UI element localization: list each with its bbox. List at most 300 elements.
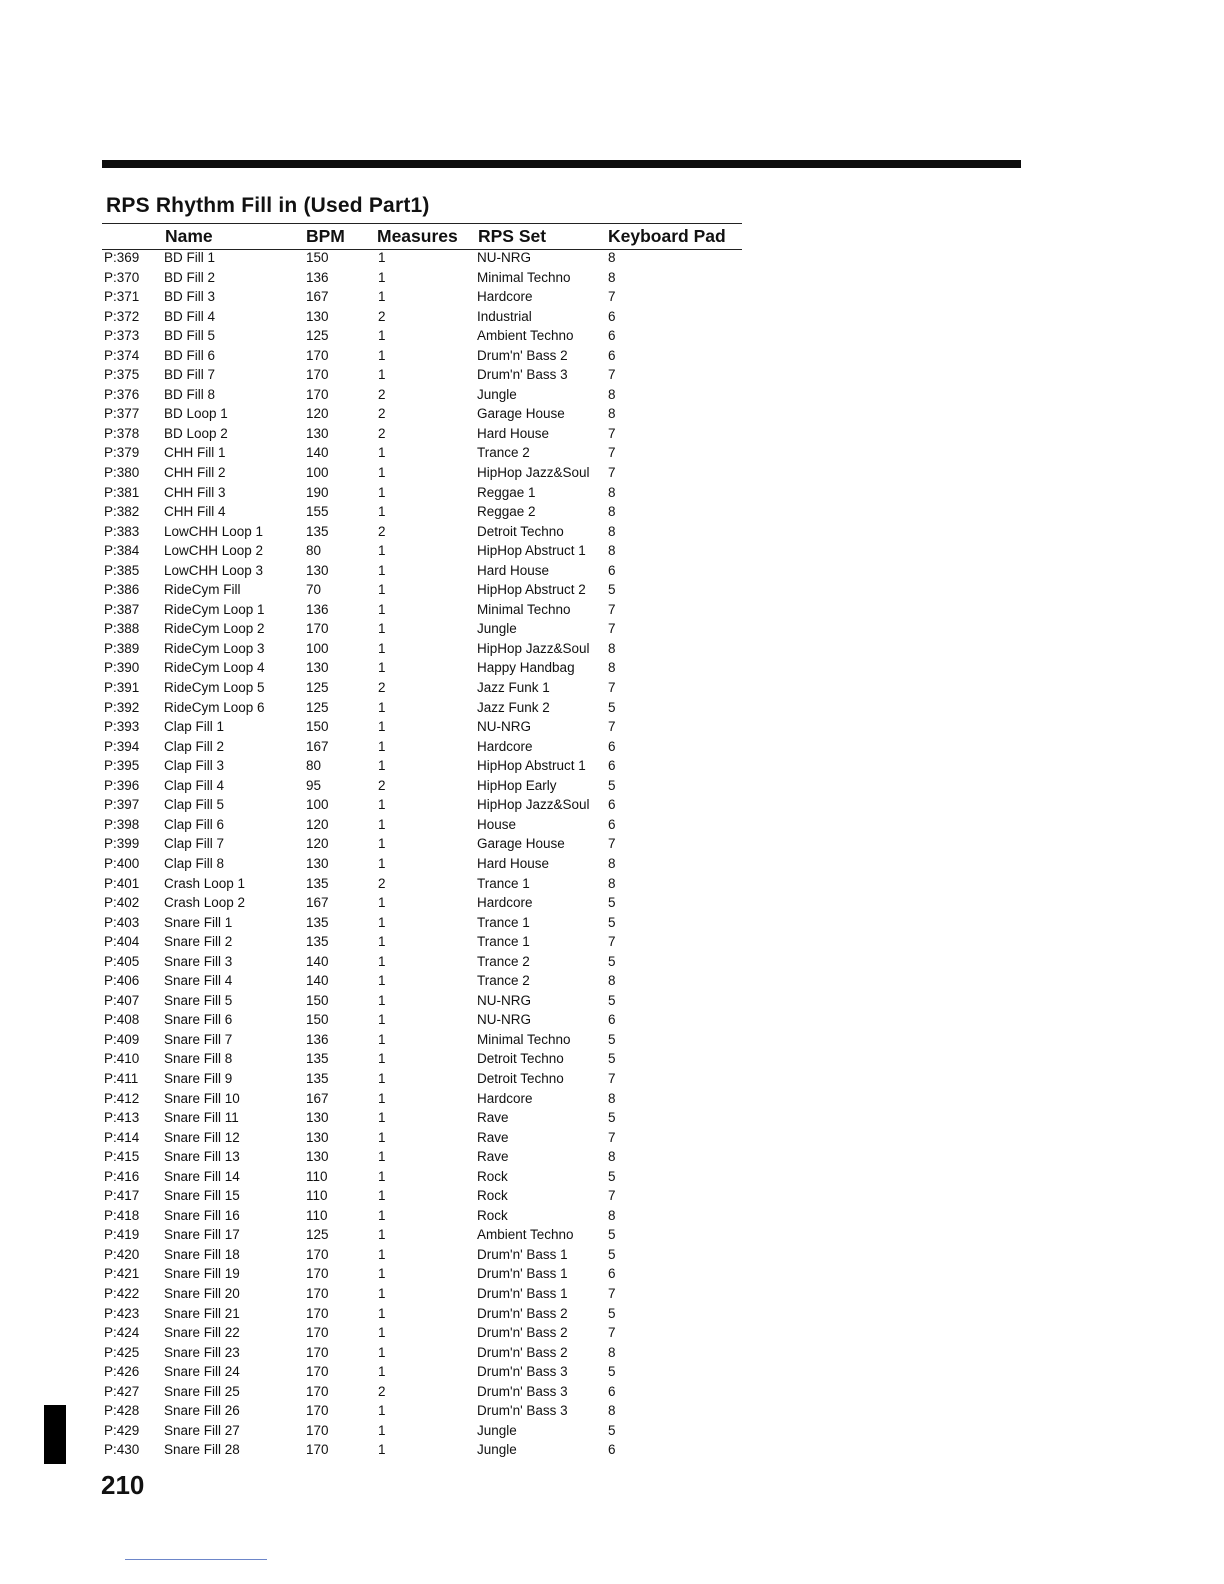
table-row <box>0 287 760 307</box>
row-rps-set: Drum'n' Bass 2 <box>477 1344 568 1360</box>
row-measures: 1 <box>378 1442 386 1458</box>
row-measures: 1 <box>378 504 386 520</box>
row-id: P:402 <box>104 895 140 911</box>
row-keyboard-pad: 8 <box>608 1344 616 1360</box>
row-measures: 1 <box>378 914 386 930</box>
row-id: P:386 <box>104 582 140 598</box>
row-rps-set: Hardcore <box>477 1090 533 1106</box>
row-rps-set: Drum'n' Bass 1 <box>477 1285 568 1301</box>
row-bpm: 170 <box>306 347 329 363</box>
row-rps-set: Drum'n' Bass 3 <box>477 1364 568 1380</box>
row-name: BD Fill 2 <box>164 269 216 285</box>
column-header-keyboard-pad: Keyboard Pad <box>608 226 726 246</box>
row-name: Snare Fill 14 <box>164 1168 240 1184</box>
row-measures: 1 <box>378 543 386 559</box>
table-row <box>0 619 760 639</box>
row-id: P:395 <box>104 758 140 774</box>
table-row <box>0 1225 760 1245</box>
row-bpm: 140 <box>306 973 329 989</box>
row-keyboard-pad: 8 <box>608 1207 616 1223</box>
table-row <box>0 463 760 483</box>
table-row <box>0 561 760 581</box>
row-keyboard-pad: 6 <box>608 797 616 813</box>
table-row <box>0 1304 760 1324</box>
row-rps-set: Trance 1 <box>477 914 530 930</box>
row-name: Snare Fill 4 <box>164 973 233 989</box>
row-bpm: 130 <box>306 855 329 871</box>
top-rule <box>102 160 1021 168</box>
row-keyboard-pad: 6 <box>608 1442 616 1458</box>
row-id: P:415 <box>104 1149 140 1165</box>
row-bpm: 95 <box>306 777 322 793</box>
row-bpm: 135 <box>306 914 329 930</box>
row-name: Snare Fill 15 <box>164 1188 240 1204</box>
row-measures: 1 <box>378 1325 386 1341</box>
row-id: P:383 <box>104 523 140 539</box>
row-bpm: 130 <box>306 1110 329 1126</box>
row-id: P:418 <box>104 1207 140 1223</box>
row-id: P:381 <box>104 484 140 500</box>
row-name: BD Loop 1 <box>164 406 228 422</box>
row-name: Snare Fill 19 <box>164 1266 240 1282</box>
row-measures: 1 <box>378 289 386 305</box>
table-row <box>0 717 760 737</box>
row-id: P:417 <box>104 1188 140 1204</box>
table-row <box>0 1186 760 1206</box>
row-keyboard-pad: 7 <box>608 1285 616 1301</box>
table-row <box>0 1401 760 1421</box>
header-rule <box>102 223 742 224</box>
row-name: Snare Fill 13 <box>164 1149 240 1165</box>
row-name: Snare Fill 6 <box>164 1012 233 1028</box>
table-row <box>0 1382 760 1402</box>
table-row <box>0 698 760 718</box>
row-name: RideCym Loop 6 <box>164 699 265 715</box>
row-rps-set: NU-NRG <box>477 719 531 735</box>
table-row <box>0 1010 760 1030</box>
row-keyboard-pad: 6 <box>608 328 616 344</box>
row-bpm: 130 <box>306 1129 329 1145</box>
row-name: BD Fill 6 <box>164 347 216 363</box>
table-row <box>0 1049 760 1069</box>
row-id: P:421 <box>104 1266 140 1282</box>
row-measures: 2 <box>378 425 386 441</box>
row-rps-set: Rock <box>477 1188 508 1204</box>
row-id: P:401 <box>104 875 140 891</box>
row-bpm: 170 <box>306 1422 329 1438</box>
table-row <box>0 600 760 620</box>
row-rps-set: Rave <box>477 1129 509 1145</box>
row-name: Crash Loop 1 <box>164 875 246 891</box>
row-measures: 1 <box>378 1266 386 1282</box>
row-keyboard-pad: 5 <box>608 1051 616 1067</box>
row-name: CHH Fill 3 <box>164 484 226 500</box>
row-rps-set: Hardcore <box>477 895 533 911</box>
row-measures: 1 <box>378 1227 386 1243</box>
table-row <box>0 424 760 444</box>
row-measures: 1 <box>378 1344 386 1360</box>
row-bpm: 135 <box>306 875 329 891</box>
side-tab-marker <box>44 1405 66 1464</box>
row-name: BD Fill 3 <box>164 289 216 305</box>
row-measures: 1 <box>378 1110 386 1126</box>
row-bpm: 170 <box>306 1246 329 1262</box>
row-name: Crash Loop 2 <box>164 895 246 911</box>
table-row <box>0 834 760 854</box>
row-rps-set: Drum'n' Bass 2 <box>477 1325 568 1341</box>
row-keyboard-pad: 8 <box>608 523 616 539</box>
row-keyboard-pad: 8 <box>608 1403 616 1419</box>
row-bpm: 170 <box>306 1325 329 1341</box>
row-measures: 1 <box>378 738 386 754</box>
table-row <box>0 248 760 268</box>
row-keyboard-pad: 5 <box>608 582 616 598</box>
row-keyboard-pad: 5 <box>608 1305 616 1321</box>
table-row <box>0 1128 760 1148</box>
row-name: Snare Fill 3 <box>164 953 233 969</box>
row-id: P:428 <box>104 1403 140 1419</box>
row-bpm: 170 <box>306 1364 329 1380</box>
table-row <box>0 737 760 757</box>
row-name: Snare Fill 9 <box>164 1070 233 1086</box>
row-id: P:416 <box>104 1168 140 1184</box>
row-id: P:424 <box>104 1325 140 1341</box>
section-title: RPS Rhythm Fill in (Used Part1) <box>106 194 430 217</box>
column-header-measures: Measures <box>377 226 458 246</box>
row-bpm: 125 <box>306 1227 329 1243</box>
row-keyboard-pad: 5 <box>608 914 616 930</box>
row-id: P:408 <box>104 1012 140 1028</box>
row-measures: 1 <box>378 1031 386 1047</box>
row-bpm: 120 <box>306 816 329 832</box>
row-bpm: 110 <box>306 1207 328 1223</box>
row-id: P:406 <box>104 973 140 989</box>
row-id: P:385 <box>104 562 140 578</box>
row-name: Snare Fill 16 <box>164 1207 240 1223</box>
row-name: Snare Fill 5 <box>164 992 233 1008</box>
row-measures: 1 <box>378 562 386 578</box>
row-measures: 1 <box>378 1051 386 1067</box>
table-row <box>0 1362 760 1382</box>
row-rps-set: Rave <box>477 1110 509 1126</box>
row-rps-set: Detroit Techno <box>477 1051 564 1067</box>
row-keyboard-pad: 8 <box>608 855 616 871</box>
row-name: Snare Fill 7 <box>164 1031 233 1047</box>
row-measures: 1 <box>378 465 386 481</box>
row-measures: 1 <box>378 367 386 383</box>
row-keyboard-pad: 6 <box>608 308 616 324</box>
table-row <box>0 365 760 385</box>
row-rps-set: Drum'n' Bass 1 <box>477 1266 568 1282</box>
bottom-line <box>125 1559 267 1560</box>
row-bpm: 170 <box>306 1266 329 1282</box>
table-body <box>0 248 760 1460</box>
row-name: Snare Fill 26 <box>164 1403 240 1419</box>
row-measures: 1 <box>378 445 386 461</box>
row-rps-set: Hardcore <box>477 289 533 305</box>
row-name: BD Fill 7 <box>164 367 216 383</box>
row-name: Clap Fill 5 <box>164 797 225 813</box>
row-id: P:387 <box>104 601 140 617</box>
row-id: P:393 <box>104 719 140 735</box>
row-bpm: 125 <box>306 328 329 344</box>
row-measures: 1 <box>378 640 386 656</box>
row-id: P:397 <box>104 797 140 813</box>
row-name: CHH Fill 1 <box>164 445 226 461</box>
row-keyboard-pad: 6 <box>608 1383 616 1399</box>
row-bpm: 167 <box>306 738 329 754</box>
row-bpm: 70 <box>306 582 322 598</box>
row-id: P:426 <box>104 1364 140 1380</box>
row-measures: 1 <box>378 601 386 617</box>
row-measures: 1 <box>378 269 386 285</box>
table-row <box>0 776 760 796</box>
row-rps-set: Minimal Techno <box>477 601 571 617</box>
table-row <box>0 522 760 542</box>
row-bpm: 190 <box>306 484 329 500</box>
row-name: Snare Fill 20 <box>164 1285 240 1301</box>
table-row <box>0 952 760 972</box>
row-rps-set: Happy Handbag <box>477 660 575 676</box>
row-bpm: 120 <box>306 836 329 852</box>
row-name: Clap Fill 1 <box>164 719 225 735</box>
row-id: P:399 <box>104 836 140 852</box>
row-bpm: 136 <box>306 269 329 285</box>
row-name: Snare Fill 23 <box>164 1344 240 1360</box>
row-bpm: 136 <box>306 601 329 617</box>
row-keyboard-pad: 6 <box>608 758 616 774</box>
row-id: P:384 <box>104 543 140 559</box>
row-rps-set: House <box>477 816 517 832</box>
row-measures: 1 <box>378 1246 386 1262</box>
row-bpm: 150 <box>306 719 329 735</box>
row-bpm: 100 <box>306 797 329 813</box>
row-measures: 2 <box>378 308 386 324</box>
column-header-rps-set: RPS Set <box>478 226 547 246</box>
row-measures: 1 <box>378 250 386 265</box>
row-name: Snare Fill 17 <box>164 1227 240 1243</box>
row-id: P:380 <box>104 465 140 481</box>
row-name: Clap Fill 2 <box>164 738 225 754</box>
row-measures: 1 <box>378 1149 386 1165</box>
row-rps-set: Jazz Funk 2 <box>477 699 550 715</box>
row-id: P:396 <box>104 777 140 793</box>
row-name: BD Loop 2 <box>164 425 228 441</box>
row-bpm: 136 <box>306 1031 329 1047</box>
row-measures: 1 <box>378 953 386 969</box>
row-name: RideCym Fill <box>164 582 241 598</box>
row-keyboard-pad: 7 <box>608 1070 616 1086</box>
row-id: P:400 <box>104 855 140 871</box>
row-measures: 2 <box>378 386 386 402</box>
row-measures: 1 <box>378 992 386 1008</box>
row-rps-set: Minimal Techno <box>477 269 571 285</box>
row-keyboard-pad: 8 <box>608 973 616 989</box>
row-rps-set: Trance 2 <box>477 445 530 461</box>
row-bpm: 125 <box>306 680 329 696</box>
row-rps-set: Trance 2 <box>477 973 530 989</box>
row-id: P:412 <box>104 1090 140 1106</box>
row-id: P:376 <box>104 386 140 402</box>
row-id: P:378 <box>104 425 140 441</box>
row-keyboard-pad: 8 <box>608 269 616 285</box>
row-bpm: 130 <box>306 425 329 441</box>
row-rps-set: Trance 2 <box>477 953 530 969</box>
row-id: P:388 <box>104 621 140 637</box>
row-rps-set: Industrial <box>477 308 532 324</box>
row-bpm: 130 <box>306 562 329 578</box>
row-measures: 1 <box>378 582 386 598</box>
row-name: Clap Fill 4 <box>164 777 225 793</box>
row-bpm: 120 <box>306 406 329 422</box>
row-keyboard-pad: 7 <box>608 836 616 852</box>
table-row <box>0 815 760 835</box>
row-rps-set: NU-NRG <box>477 992 531 1008</box>
row-bpm: 135 <box>306 1070 329 1086</box>
page-number: 210 <box>101 1470 145 1500</box>
row-measures: 1 <box>378 719 386 735</box>
row-id: P:429 <box>104 1422 140 1438</box>
row-bpm: 80 <box>306 543 322 559</box>
row-id: P:389 <box>104 640 140 656</box>
row-name: RideCym Loop 5 <box>164 680 265 696</box>
row-rps-set: Jazz Funk 1 <box>477 680 550 696</box>
table-row <box>0 639 760 659</box>
row-id: P:372 <box>104 308 140 324</box>
row-measures: 1 <box>378 347 386 363</box>
row-bpm: 170 <box>306 386 329 402</box>
row-bpm: 140 <box>306 445 329 461</box>
row-measures: 1 <box>378 1403 386 1419</box>
row-bpm: 170 <box>306 1344 329 1360</box>
row-keyboard-pad: 5 <box>608 992 616 1008</box>
row-name: Clap Fill 7 <box>164 836 225 852</box>
table-row <box>0 1343 760 1363</box>
row-bpm: 110 <box>306 1188 328 1204</box>
row-bpm: 170 <box>306 1305 329 1321</box>
row-rps-set: HipHop Abstruct 1 <box>477 758 586 774</box>
row-id: P:419 <box>104 1227 140 1243</box>
row-bpm: 167 <box>306 1090 329 1106</box>
row-bpm: 130 <box>306 660 329 676</box>
row-id: P:403 <box>104 914 140 930</box>
row-rps-set: HipHop Jazz&Soul <box>477 465 590 481</box>
row-bpm: 170 <box>306 367 329 383</box>
row-id: P:411 <box>104 1070 139 1086</box>
row-rps-set: NU-NRG <box>477 250 531 265</box>
row-keyboard-pad: 8 <box>608 484 616 500</box>
row-measures: 1 <box>378 484 386 500</box>
row-measures: 1 <box>378 660 386 676</box>
row-measures: 2 <box>378 406 386 422</box>
table-row <box>0 268 760 288</box>
row-measures: 1 <box>378 797 386 813</box>
row-keyboard-pad: 8 <box>608 543 616 559</box>
row-keyboard-pad: 5 <box>608 1422 616 1438</box>
row-keyboard-pad: 5 <box>608 895 616 911</box>
row-keyboard-pad: 8 <box>608 406 616 422</box>
row-name: Clap Fill 3 <box>164 758 225 774</box>
row-keyboard-pad: 6 <box>608 562 616 578</box>
row-id: P:371 <box>104 289 140 305</box>
row-rps-set: Trance 1 <box>477 875 530 891</box>
row-keyboard-pad: 5 <box>608 1031 616 1047</box>
row-id: P:379 <box>104 445 140 461</box>
table-row <box>0 932 760 952</box>
table-row <box>0 1089 760 1109</box>
row-rps-set: Hardcore <box>477 738 533 754</box>
row-keyboard-pad: 7 <box>608 465 616 481</box>
row-keyboard-pad: 5 <box>608 1227 616 1243</box>
row-bpm: 167 <box>306 289 329 305</box>
row-id: P:374 <box>104 347 140 363</box>
table-row <box>0 854 760 874</box>
row-keyboard-pad: 7 <box>608 601 616 617</box>
row-bpm: 150 <box>306 1012 329 1028</box>
row-rps-set: Jungle <box>477 1422 517 1438</box>
row-bpm: 167 <box>306 895 329 911</box>
row-name: CHH Fill 4 <box>164 504 226 520</box>
row-id: P:390 <box>104 660 140 676</box>
row-rps-set: Ambient Techno <box>477 328 574 344</box>
row-name: BD Fill 4 <box>164 308 216 324</box>
row-rps-set: Minimal Techno <box>477 1031 571 1047</box>
row-keyboard-pad: 5 <box>608 1246 616 1262</box>
row-keyboard-pad: 5 <box>608 1364 616 1380</box>
row-keyboard-pad: 8 <box>608 504 616 520</box>
row-name: Snare Fill 2 <box>164 934 233 950</box>
row-id: P:420 <box>104 1246 140 1262</box>
row-keyboard-pad: 8 <box>608 640 616 656</box>
row-measures: 2 <box>378 875 386 891</box>
table-row <box>0 1421 760 1441</box>
row-name: Snare Fill 8 <box>164 1051 233 1067</box>
row-bpm: 170 <box>306 1442 329 1458</box>
table-row <box>0 678 760 698</box>
row-id: P:409 <box>104 1031 140 1047</box>
row-name: Snare Fill 10 <box>164 1090 240 1106</box>
row-id: P:423 <box>104 1305 140 1321</box>
row-measures: 1 <box>378 1207 386 1223</box>
row-measures: 1 <box>378 1012 386 1028</box>
row-id: P:430 <box>104 1442 140 1458</box>
table-row <box>0 795 760 815</box>
row-name: Snare Fill 27 <box>164 1422 240 1438</box>
table-row <box>0 1108 760 1128</box>
table-row <box>0 893 760 913</box>
row-name: Snare Fill 25 <box>164 1383 240 1399</box>
table-row <box>0 1440 760 1460</box>
column-header-name: Name <box>165 226 213 246</box>
table-row <box>0 1206 760 1226</box>
row-id: P:413 <box>104 1110 140 1126</box>
row-measures: 2 <box>378 1383 386 1399</box>
row-name: CHH Fill 2 <box>164 465 226 481</box>
row-bpm: 100 <box>306 465 329 481</box>
row-name: Snare Fill 24 <box>164 1364 240 1380</box>
table-row <box>0 502 760 522</box>
row-measures: 1 <box>378 816 386 832</box>
row-id: P:407 <box>104 992 140 1008</box>
row-measures: 1 <box>378 758 386 774</box>
row-id: P:422 <box>104 1285 140 1301</box>
row-name: Clap Fill 6 <box>164 816 225 832</box>
table-row <box>0 385 760 405</box>
row-bpm: 135 <box>306 934 329 950</box>
row-keyboard-pad: 7 <box>608 934 616 950</box>
table-row <box>0 1284 760 1304</box>
row-name: LowCHH Loop 2 <box>164 543 264 559</box>
